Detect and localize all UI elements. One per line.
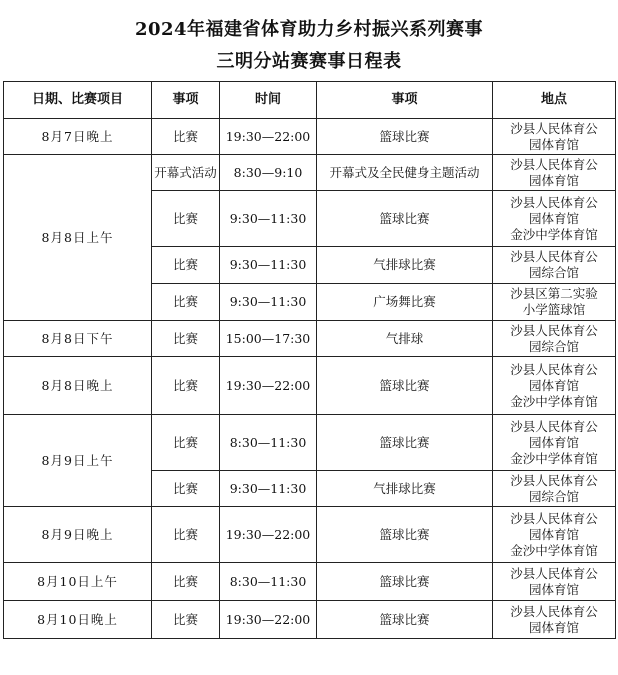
cell-item: 比赛 xyxy=(152,247,220,284)
header-date: 日期、比赛项目 xyxy=(4,82,152,119)
cell-event: 篮球比赛 xyxy=(317,507,493,563)
venue-line: 园体育馆 xyxy=(528,172,579,188)
cell-item: 比赛 xyxy=(152,357,220,415)
cell-venue xyxy=(493,321,616,357)
venue-line: 园体育馆 xyxy=(528,526,579,542)
cell-date: 8月8日晚上 xyxy=(4,357,152,415)
table-row xyxy=(4,357,616,415)
venue-line: 沙县人民体育公 xyxy=(510,472,598,488)
venue-line: 沙县人民体育公 xyxy=(510,322,598,338)
cell-event: 篮球比赛 xyxy=(317,119,493,155)
cell-event: 篮球比赛 xyxy=(317,415,493,471)
table-header-row xyxy=(4,82,616,119)
cell-venue xyxy=(493,415,616,471)
venue-line: 金沙中学体育馆 xyxy=(510,393,598,409)
cell-item: 比赛 xyxy=(152,284,220,321)
cell-time: 8:30—9:10 xyxy=(220,155,317,191)
venue-line: 沙县区第二实验 xyxy=(510,286,598,301)
cell-venue xyxy=(493,284,616,321)
venue-line: 沙县人民体育公 xyxy=(510,510,598,526)
cell-time: 19:30—22:00 xyxy=(220,507,317,563)
cell-item: 比赛 xyxy=(152,507,220,563)
cell-venue xyxy=(493,563,616,601)
cell-event: 气排球比赛 xyxy=(317,247,493,284)
header-time: 时间 xyxy=(220,82,317,119)
cell-time: 9:30—11:30 xyxy=(220,247,317,284)
cell-time: 9:30—11:30 xyxy=(220,284,317,321)
venue-line: 沙县人民体育公 xyxy=(510,120,598,136)
table-row xyxy=(4,563,616,601)
header-item: 事项 xyxy=(152,82,220,119)
document-title: 2024年福建省体育助力乡村振兴系列赛事 xyxy=(134,19,484,40)
venue-line: 园体育馆 xyxy=(528,136,579,152)
cell-time: 9:30—11:30 xyxy=(220,471,317,507)
cell-date: 8月8日下午 xyxy=(4,321,152,357)
schedule-table xyxy=(3,81,616,639)
cell-date: 8月7日晚上 xyxy=(4,119,152,155)
cell-venue xyxy=(493,357,616,415)
cell-item: 比赛 xyxy=(152,471,220,507)
cell-event: 篮球比赛 xyxy=(317,357,493,415)
cell-event: 开幕式及全民健身主题活动 xyxy=(317,155,493,191)
cell-time: 19:30—22:00 xyxy=(220,357,317,415)
cell-date: 8月9日晚上 xyxy=(4,507,152,563)
venue-line: 金沙中学体育馆 xyxy=(510,226,598,242)
cell-event: 篮球比赛 xyxy=(317,563,493,601)
venue-line: 沙县人民体育公 xyxy=(510,249,598,264)
venue-line: 沙县人民体育公 xyxy=(510,361,598,377)
cell-time: 8:30—11:30 xyxy=(220,563,317,601)
table-row xyxy=(4,601,616,639)
venue-line: 园体育馆 xyxy=(528,377,579,393)
table-row xyxy=(4,415,616,471)
venue-line: 小学篮球馆 xyxy=(522,302,586,317)
venue-line: 沙县人民体育公 xyxy=(510,194,598,210)
venue-line: 沙县人民体育公 xyxy=(510,418,598,434)
cell-date: 8月10日晚上 xyxy=(4,601,152,639)
venue-line: 园体育馆 xyxy=(528,210,579,226)
venue-line: 金沙中学体育馆 xyxy=(510,542,598,558)
cell-event: 气排球比赛 xyxy=(317,471,493,507)
cell-venue xyxy=(493,247,616,284)
cell-date: 8月8日上午 xyxy=(4,155,152,321)
cell-venue xyxy=(493,601,616,639)
table-row xyxy=(4,321,616,357)
cell-time: 8:30—11:30 xyxy=(220,415,317,471)
venue-line: 金沙中学体育馆 xyxy=(510,450,598,466)
table-row xyxy=(4,119,616,155)
cell-item: 比赛 xyxy=(152,191,220,247)
cell-venue xyxy=(493,155,616,191)
venue-line: 园综合馆 xyxy=(528,338,579,354)
cell-time: 19:30—22:00 xyxy=(220,601,317,639)
cell-event: 篮球比赛 xyxy=(317,191,493,247)
venue-line: 园综合馆 xyxy=(528,488,579,504)
venue-line: 沙县人民体育公 xyxy=(510,603,598,619)
cell-event: 气排球 xyxy=(317,321,493,357)
venue-line: 沙县人民体育公 xyxy=(510,156,598,172)
cell-date: 8月9日上午 xyxy=(4,415,152,507)
cell-venue xyxy=(493,191,616,247)
venue-line: 沙县人民体育公 xyxy=(510,565,598,581)
table-row xyxy=(4,507,616,563)
venue-line: 园综合馆 xyxy=(528,265,579,280)
cell-item: 比赛 xyxy=(152,601,220,639)
cell-time: 9:30—11:30 xyxy=(220,191,317,247)
cell-event: 篮球比赛 xyxy=(317,601,493,639)
header-venue: 地点 xyxy=(493,82,616,119)
table-row xyxy=(4,155,616,191)
cell-item: 比赛 xyxy=(152,119,220,155)
cell-item: 比赛 xyxy=(152,563,220,601)
cell-item: 开幕式活动 xyxy=(152,155,220,191)
cell-item: 比赛 xyxy=(152,415,220,471)
cell-time: 15:00—17:30 xyxy=(220,321,317,357)
cell-venue xyxy=(493,471,616,507)
cell-venue xyxy=(493,507,616,563)
header-event: 事项 xyxy=(317,82,493,119)
cell-event: 广场舞比赛 xyxy=(317,284,493,321)
cell-venue xyxy=(493,119,616,155)
venue-line: 园体育馆 xyxy=(528,619,579,635)
cell-time: 19:30—22:00 xyxy=(220,119,317,155)
document-subtitle: 三明分站赛赛事日程表 xyxy=(216,51,402,72)
venue-line: 园体育馆 xyxy=(528,434,579,450)
cell-date: 8月10日上午 xyxy=(4,563,152,601)
venue-line: 园体育馆 xyxy=(528,581,579,597)
cell-item: 比赛 xyxy=(152,321,220,357)
